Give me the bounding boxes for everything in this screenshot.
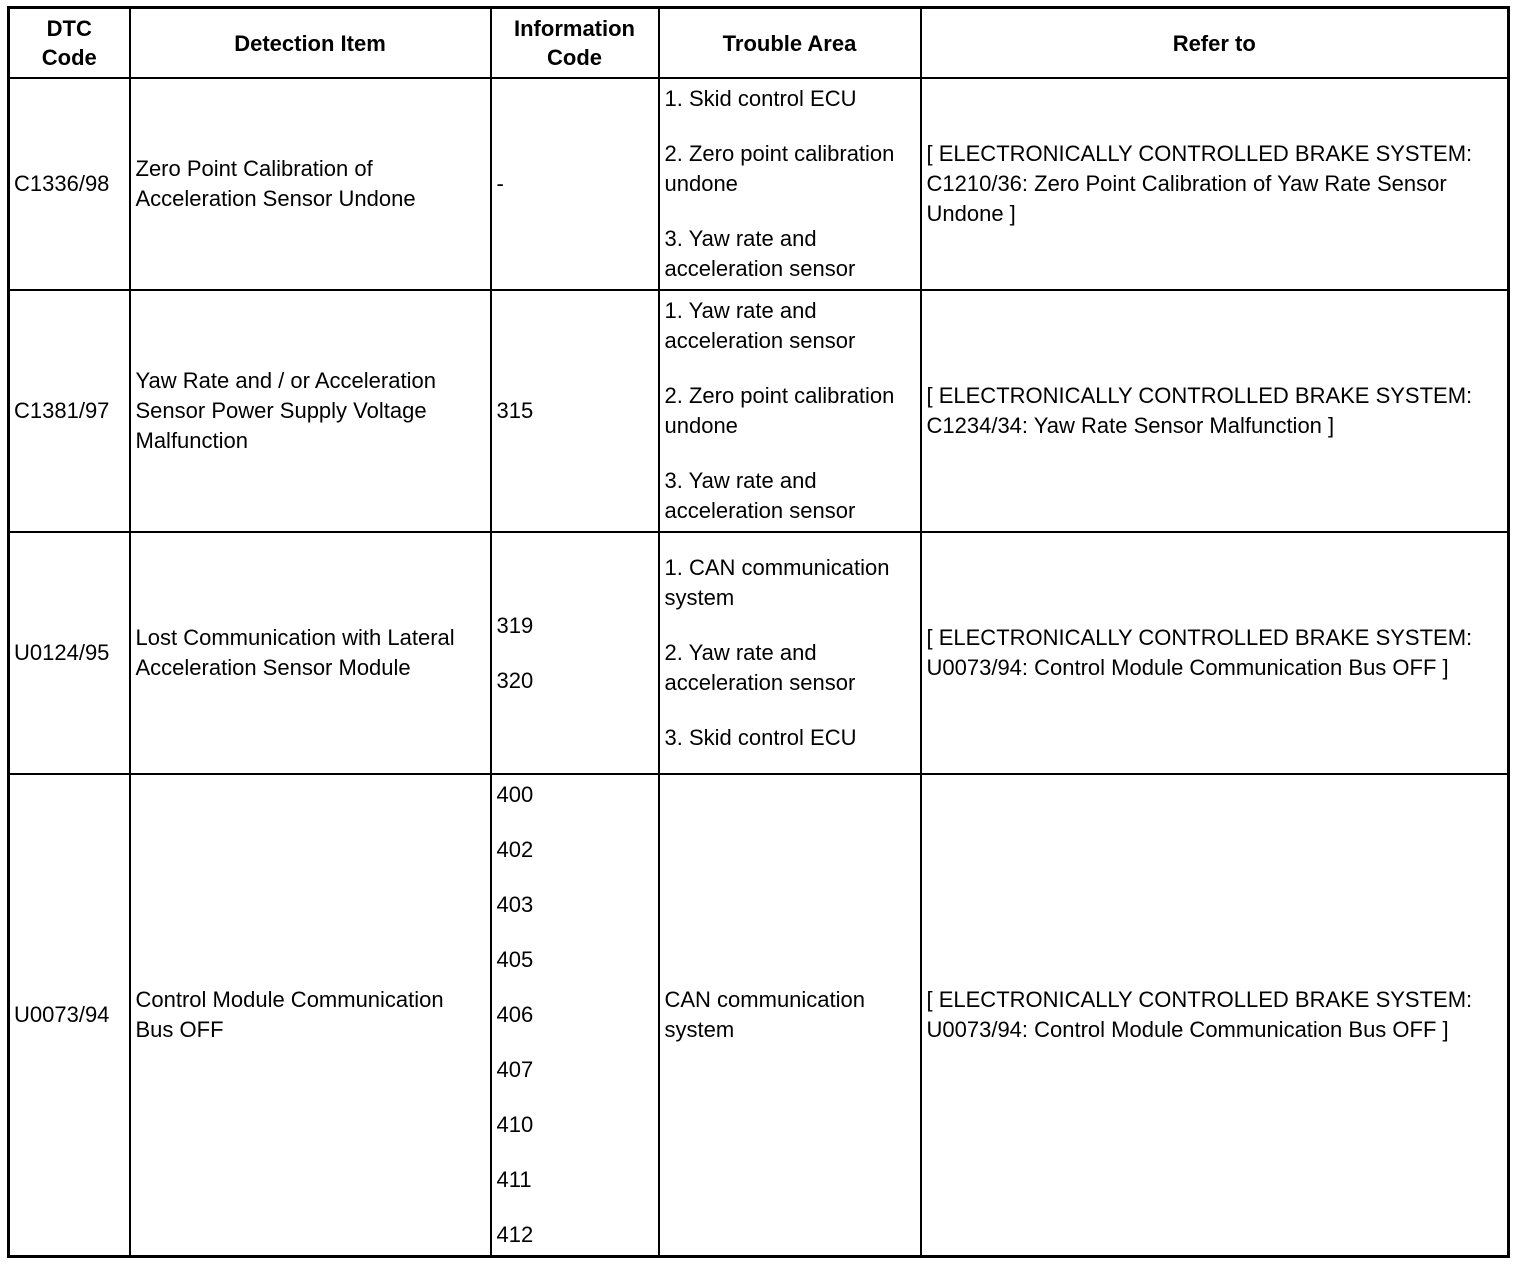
trouble-area-item: 3. Yaw rate and acceleration sensor xyxy=(664,226,856,281)
trouble-area-item: 3. Skid control ECU xyxy=(664,725,857,750)
trouble-area-item: 3. Yaw rate and acceleration sensor xyxy=(664,468,856,523)
header-detection-item: Detection Item xyxy=(130,8,491,79)
header-row xyxy=(9,8,1509,79)
information-code: - xyxy=(496,171,504,196)
information-code: 411 xyxy=(496,1167,532,1192)
header-information-code: Information Code xyxy=(491,8,659,79)
trouble-area-cell xyxy=(659,774,921,1257)
information-code: 410 xyxy=(496,1112,534,1137)
information-code: 406 xyxy=(496,1002,534,1027)
header-refer-to: Refer to xyxy=(921,8,1509,79)
information-code-cell xyxy=(491,290,659,532)
trouble-area-item: 1. Skid control ECU xyxy=(664,86,857,111)
dtc-table xyxy=(7,6,1510,1258)
trouble-area-item: CAN communication system xyxy=(664,987,866,1042)
information-code-cell xyxy=(491,774,659,1257)
information-code: 319 xyxy=(496,612,534,638)
trouble-area-cell xyxy=(659,532,921,774)
information-code: 400 xyxy=(496,782,534,807)
dtc-code-cell: U0124/95 xyxy=(9,532,130,774)
trouble-area-cell xyxy=(659,290,921,532)
information-code: 412 xyxy=(496,1222,534,1247)
dtc-code-cell: U0073/94 xyxy=(9,774,130,1257)
trouble-area-item: 2. Yaw rate and acceleration sensor xyxy=(664,640,856,695)
trouble-area-item: 1. Yaw rate and acceleration sensor xyxy=(664,298,856,353)
trouble-area-cell xyxy=(659,78,921,290)
information-code: 407 xyxy=(496,1057,534,1082)
information-code: 402 xyxy=(496,837,534,862)
detection-item-cell: Yaw Rate and / or Acceleration Sensor Power Supply Voltage Malfunction xyxy=(130,290,491,532)
information-code-cell xyxy=(491,532,659,774)
table-row xyxy=(9,532,1509,774)
trouble-area-item: 1. CAN communication system xyxy=(664,555,890,610)
refer-to-link[interactable]: [ ELECTRONICALLY CONTROLLED BRAKE SYSTEM: C1210/36: Zero Point Calibration of Yaw Rate Sensor Undone ] xyxy=(921,78,1509,290)
refer-to-link[interactable]: [ ELECTRONICALLY CONTROLLED BRAKE SYSTEM: U0073/94: Control Module Communication Bus OFF ] xyxy=(921,532,1509,774)
detection-item-cell: Lost Communication with Lateral Acceleration Sensor Module xyxy=(130,532,491,774)
header-dtc-code: DTC Code xyxy=(9,8,130,79)
trouble-area-item: 2. Zero point calibration undone xyxy=(664,141,895,196)
table-row xyxy=(9,78,1509,290)
table-row xyxy=(9,290,1509,532)
information-code: 405 xyxy=(496,947,534,972)
header-trouble-area: Trouble Area xyxy=(659,8,921,79)
information-code-cell xyxy=(491,78,659,290)
table-row xyxy=(9,774,1509,1257)
information-code: 320 xyxy=(496,667,534,693)
dtc-code-cell: C1381/97 xyxy=(9,290,130,532)
information-code: 315 xyxy=(496,398,534,423)
detection-item-cell: Control Module Communication Bus OFF xyxy=(130,774,491,1257)
trouble-area-item: 2. Zero point calibration undone xyxy=(664,383,895,438)
detection-item-cell: Zero Point Calibration of Acceleration Sensor Undone xyxy=(130,78,491,290)
refer-to-link[interactable]: [ ELECTRONICALLY CONTROLLED BRAKE SYSTEM: U0073/94: Control Module Communication Bus OFF ] xyxy=(921,774,1509,1257)
dtc-code-cell: C1336/98 xyxy=(9,78,130,290)
information-code: 403 xyxy=(496,892,534,917)
refer-to-link[interactable]: [ ELECTRONICALLY CONTROLLED BRAKE SYSTEM: C1234/34: Yaw Rate Sensor Malfunction ] xyxy=(921,290,1509,532)
